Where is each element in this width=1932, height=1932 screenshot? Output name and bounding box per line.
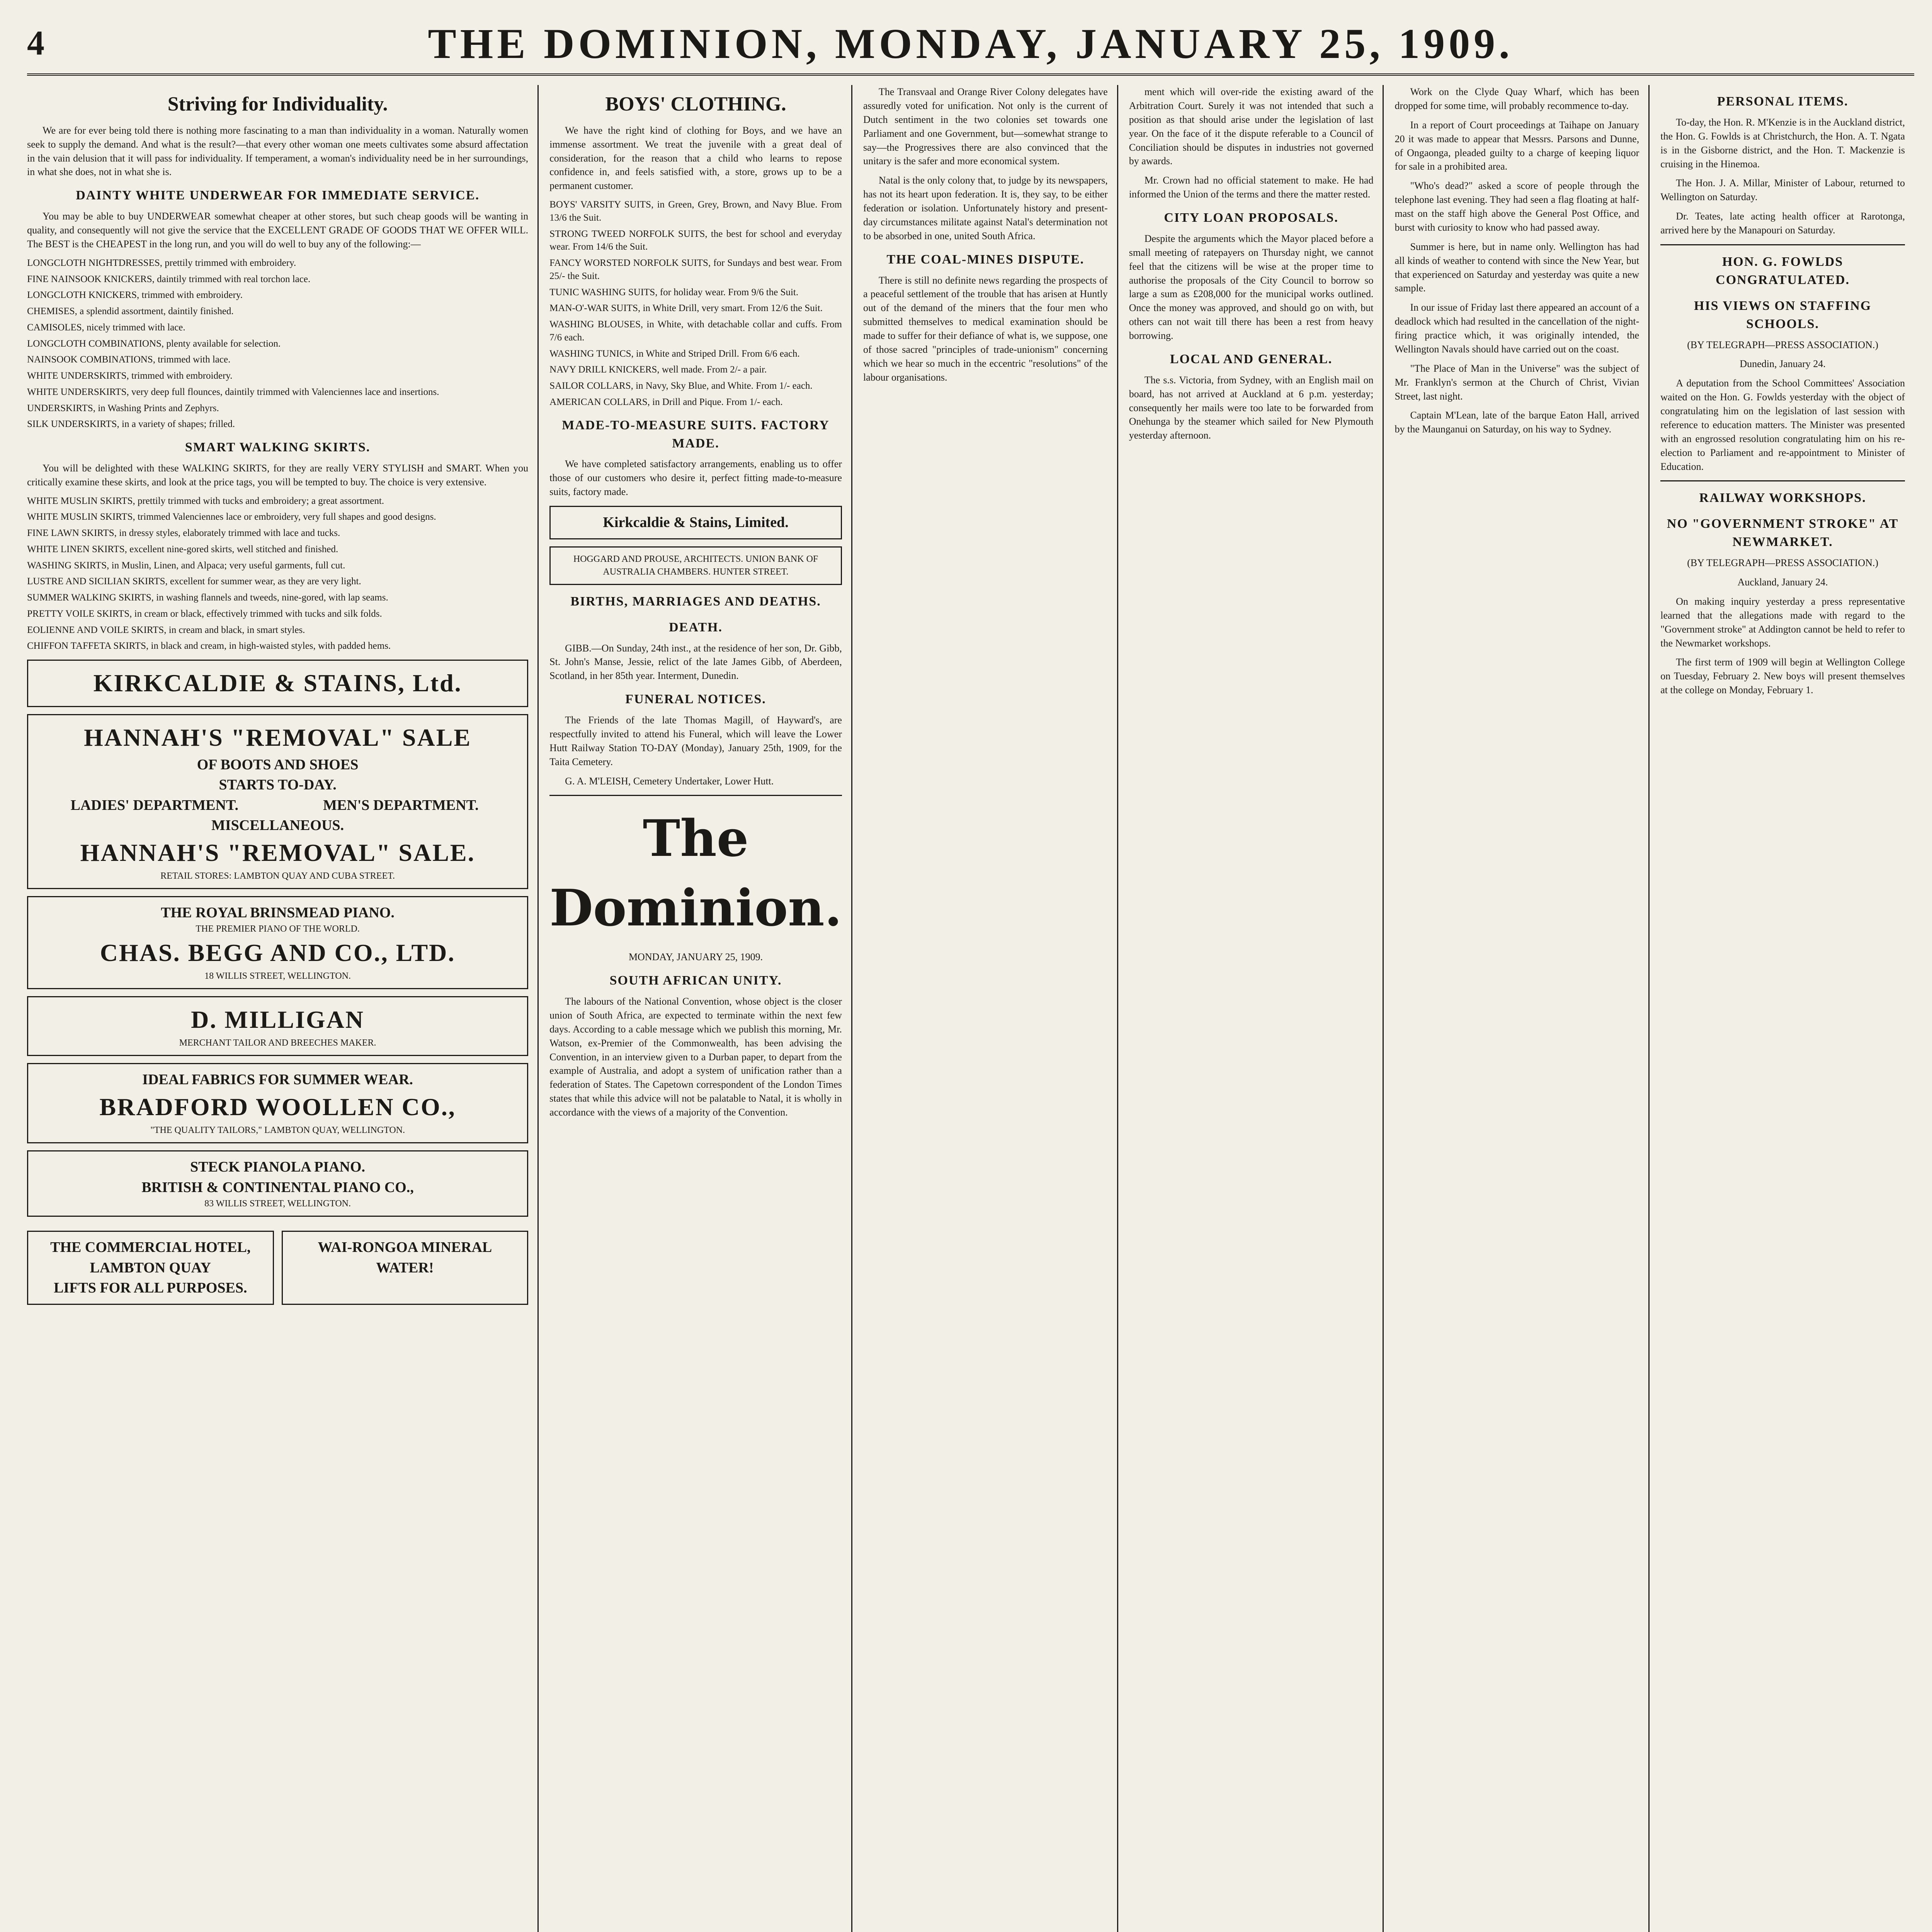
hannah-starts: STARTS TO-DAY. xyxy=(219,777,337,793)
hoggard-text: HOGGARD AND PROUSE, ARCHITECTS. UNION BANK OF AUSTRALIA CHAMBERS. HUNTER STREET. xyxy=(573,554,818,577)
news-item: Captain M'Lean, late of the barque Eaton Hall, arrived by the Maunganui on Saturday, on his way to Sydney. xyxy=(1395,410,1639,435)
list-item: MAN-O'-WAR SUITS, in White Drill, very smart. From 12/6 the Suit. xyxy=(549,303,823,314)
ladies-department: LADIES' DEPARTMENT. xyxy=(70,797,238,813)
list-item: CAMISOLES, nicely trimmed with lace. xyxy=(27,322,185,333)
personal-heading: PERSONAL ITEMS. xyxy=(1717,94,1849,109)
news-item: In a report of Court proceedings at Taihape on January 20 it was made to appear that Messrs. Parsons and Dunne, of Ongaonga, pleaded guilty to a charge of keeping liquor for sale in a prohibited area. xyxy=(1395,119,1639,172)
bradford-ad xyxy=(27,1063,528,1143)
piano-title: THE ROYAL BRINSMEAD PIANO. xyxy=(161,904,395,921)
news-item: Summer is here, but in name only. Wellington has had all kinds of weather to contend with since the New Year, but that experienced on Saturday and yesterday was quite a new sample. xyxy=(1395,241,1639,294)
fowlds-heading: HON. G. FOWLDS CONGRATULATED. xyxy=(1716,254,1850,287)
fowlds-text: A deputation from the School Committees' Association waited on the Hon. G. Fowlds yesterday with the object of congratulating him on the legislation of last session with reference to education matters. The Minister was presented with an engrossed resolution congratulating him on his re-election to Parliament and re-appointment to Minister of Education. xyxy=(1660,378,1905,472)
skirts-list xyxy=(27,495,528,653)
british-name: BRITISH & CONTINENTAL PIANO CO., xyxy=(141,1179,414,1196)
list-item: FINE LAWN SKIRTS, in dressy styles, elaborately trimmed with lace and tucks. xyxy=(27,528,340,539)
divider xyxy=(1660,480,1905,481)
list-item: SUMMER WALKING SKIRTS, in washing flannels and tweeds, nine-gored, with lap seams. xyxy=(27,592,388,603)
divider xyxy=(549,795,842,796)
list-item: TUNIC WASHING SUITS, for holiday wear. From 9/6 the Suit. xyxy=(549,287,799,298)
news-item: "The Place of Man in the Universe" was the subject of Mr. Franklyn's sermon at the Church of Christ, Vivian Street, last night. xyxy=(1395,362,1639,402)
list-item: SILK UNDERSKIRTS, in a variety of shapes; frilled. xyxy=(27,419,235,430)
hannah-departments xyxy=(35,795,520,815)
article-text: Mr. Crown had no official statement to make. He had informed the Union of the terms and there the matter rested. xyxy=(1129,175,1374,200)
births-heading: BIRTHS, MARRIAGES AND DEATHS. xyxy=(570,594,821,609)
leader-text: The labours of the National Convention, whose object is the closer union of South Africa, are expected to terminate within the next few days. According to a cable message which we publish this morning, Mr. Watson, ex-Premier of the Commonwealth, has been advising the Convention, in an interview given to a Durban paper, to depart from the example of Australia, and adopt a system of unification rather than a federation of States. The Capetown correspondent of the London Times states that while this advice will not be palatable to Natal, it is wholly in accordance with the views of a majority of the Convention. xyxy=(549,996,842,1118)
death-label: DEATH. xyxy=(669,620,723,634)
hotel-ad xyxy=(27,1231,274,1304)
masthead xyxy=(27,15,1914,76)
divider xyxy=(1660,244,1905,245)
wairongoa-name: WAI-RONGOA MINERAL WATER! xyxy=(318,1239,492,1276)
leader-date: MONDAY, JANUARY 25, 1909. xyxy=(628,951,763,963)
fowlds-byline: (BY TELEGRAPH—PRESS ASSOCIATION.) xyxy=(1687,339,1879,350)
kirkcaldie-small-name: Kirkcaldie & Stains, Limited. xyxy=(603,514,789,531)
begg-address: 18 WILLIS STREET, WELLINGTON. xyxy=(204,971,351,981)
paper-nameplate: The Dominion. xyxy=(549,809,842,937)
news-item: In our issue of Friday last there appeared an account of a deadlock which had resulted in the cancellation of the night-firing practice which, it was originally intended, the Wellington Navals should have carried out on the coast. xyxy=(1395,302,1639,355)
underwear-heading: DAINTY WHITE UNDERWEAR FOR IMMEDIATE SERVICE. xyxy=(76,188,480,203)
railway-dateline: Auckland, January 24. xyxy=(1737,577,1828,588)
coal-heading: THE COAL-MINES DISPUTE. xyxy=(886,252,1085,267)
individuality-intro: We are for ever being told there is nothing more fascinating to a man than individuality in a woman. Naturally women seek to supply the demand. And what is the result?—that every other woman one meets cultivates some absurd affectation in the vain delusion that it will pass for individuality. If temperament, a woman's individuality need be in her surroundings, in what she does, not in what she is. xyxy=(27,124,529,178)
list-item: WHITE UNDERSKIRTS, trimmed with embroidery. xyxy=(27,371,233,381)
steck-ad xyxy=(27,1150,528,1217)
wairongoa-ad xyxy=(282,1231,529,1304)
list-item: CHEMISES, a splendid assortment, daintily finished. xyxy=(27,306,234,317)
personal-text: Dr. Teates, late acting health officer at Rarotonga, arrived here by the Manapouri on Saturday. xyxy=(1660,211,1905,236)
boys-clothing-heading: BOYS' CLOTHING. xyxy=(605,93,786,115)
boys-clothing-list xyxy=(549,198,842,409)
list-item: UNDERSKIRTS, in Washing Prints and Zephyrs. xyxy=(27,403,219,413)
column-3 xyxy=(549,85,852,1932)
bottom-ads xyxy=(27,1224,528,1311)
individuality-heading: Striving for Individuality. xyxy=(167,93,388,115)
list-item: AMERICAN COLLARS, in Drill and Pique. From 1/- each. xyxy=(549,396,783,407)
list-item: WHITE UNDERSKIRTS, very deep full flounces, daintily trimmed with Valenciennes lace and insertions. xyxy=(27,386,439,397)
british-address: 83 WILLIS STREET, WELLINGTON. xyxy=(204,1199,351,1209)
article-text: The Transvaal and Orange River Colony delegates have assuredly voted for unification. Not only is the current of Dutch sentiment in the two colonies set towards one Parliament and one Government, but—somewhat strange to say—the Progressives there are also convinced that the unitary is the safer and more economical system. xyxy=(863,86,1108,167)
leader-heading: SOUTH AFRICAN UNITY. xyxy=(609,973,782,988)
coal-text: There is still no definite news regarding the prospects of a peaceful settlement of the trouble that has arisen at Huntly out of the demand of the miners that the four men who submitted themselves to medical examination should be made to suffer for their defiance of what is, we suppose, one of those sacred "principles of trade-unionism" concerning which we hear so much in the eccentric "resolutions" of the labour organisations. xyxy=(863,274,1108,383)
local-general-text: The s.s. Victoria, from Sydney, with an English mail on board, has not arrived at Auckland at 6 p.m. yesterday; consequently her mails were too late to be forwarded from Onehunga by the steamer which sailed for New Plymouth yesterday afternoon. xyxy=(1129,374,1374,441)
list-item: SAILOR COLLARS, in Navy, Sky Blue, and White. From 1/- each. xyxy=(549,381,813,391)
railway-heading: RAILWAY WORKSHOPS. xyxy=(1699,491,1866,505)
personal-text: To-day, the Hon. R. M'Kenzie is in the Auckland district, the Hon. G. Fowlds is at Christchurch, the Hon. A. T. Ngata is in the Gisborne district, and the Hon. T. Mackenzie is cruising in the Hinemoa. xyxy=(1660,116,1905,170)
city-loan-text: Despite the arguments which the Mayor placed before a small meeting of ratepayers on Thursday night, we cannot feel that the citizens will be wise at the proper time to authorise the proposals of the City Council to borrow so large a sum as £208,000 for the municipal works outlined. Once the money was approved, and should go on with, but others can not wait till there has been a rest from heavy borrowing. xyxy=(1129,233,1374,342)
list-item: FINE NAINSOOK KNICKERS, daintily trimmed with real torchon lace. xyxy=(27,274,311,284)
fowlds-subheading: HIS VIEWS ON STAFFING SCHOOLS. xyxy=(1694,298,1872,331)
list-item: NAINSOOK COMBINATIONS, trimmed with lace. xyxy=(27,354,231,365)
skirts-text: You will be delighted with these WALKING SKIRTS, for they are really VERY STYLISH and SMART. When you critically examine these skirts, and look at the price tags, you will be tempted to buy. The choice is very extensive. xyxy=(27,462,529,488)
column-5 xyxy=(1129,85,1384,1932)
list-item: WHITE MUSLIN SKIRTS, trimmed Valenciennes lace or embroidery, very full shapes and good designs. xyxy=(27,512,436,522)
column-4 xyxy=(863,85,1118,1932)
list-item: NAVY DRILL KNICKERS, well made. From 2/- a pair. xyxy=(549,364,767,375)
personal-text: The Hon. J. A. Millar, Minister of Labour, returned to Wellington on Saturday. xyxy=(1660,177,1905,203)
lifts: LIFTS FOR ALL PURPOSES. xyxy=(54,1280,247,1296)
railway-byline: (BY TELEGRAPH—PRESS ASSOCIATION.) xyxy=(1687,557,1879,569)
funeral-heading: FUNERAL NOTICES. xyxy=(625,692,766,707)
miscellaneous: MISCELLANEOUS. xyxy=(211,817,344,834)
hannah-title: HANNAH'S "REMOVAL" SALE xyxy=(84,723,472,751)
milligan-ad xyxy=(27,996,528,1056)
list-item: LONGCLOTH COMBINATIONS, plenty available for selection. xyxy=(27,338,281,349)
kirkcaldie-name: KIRKCALDIE & STAINS, Ltd. xyxy=(93,669,462,697)
list-item: LONGCLOTH NIGHTDRESSES, prettily trimmed with embroidery. xyxy=(27,257,296,268)
column-6 xyxy=(1395,85,1650,1932)
hoggard-ad xyxy=(549,546,842,585)
fowlds-dateline: Dunedin, January 24. xyxy=(1740,358,1826,370)
list-item: WASHING BLOUSES, in White, with detachable collar and cuffs. From 7/6 each. xyxy=(549,319,842,343)
ideal-fabrics: IDEAL FABRICS FOR SUMMER WEAR. xyxy=(142,1071,413,1088)
skirts-heading: SMART WALKING SKIRTS. xyxy=(185,440,371,455)
local-general-heading: LOCAL AND GENERAL. xyxy=(1170,352,1333,366)
bradford-sub: "THE QUALITY TAILORS," LAMBTON QUAY, WELLINGTON. xyxy=(150,1125,405,1136)
page-columns xyxy=(27,85,1914,1932)
left-columns xyxy=(27,85,539,1932)
list-item: STRONG TWEED NORFOLK SUITS, the best for school and everyday wear. From 14/6 the Suit. xyxy=(549,228,842,252)
hannah-subtitle: OF BOOTS AND SHOES xyxy=(197,756,359,773)
milligan-name: D. MILLIGAN xyxy=(191,1005,365,1033)
underwear-text: You may be able to buy UNDERWEAR somewhat cheaper at other stores, but such cheap goods will be wanting in quality, and consequently will not give the service that the EXCELLENT GRADE OF GOODS THAT WE OFFER WILL. The BEST is the CHEAPEST in the long run, and you will do well to buy any of the following:— xyxy=(27,211,529,250)
kirkcaldie-ad xyxy=(27,660,528,707)
article-text: Natal is the only colony that, to judge by its newspapers, has not its heart upon federation. It is, they say, to be either federation or isolation. Unfortunately history and present-day circumstances militate against Natal's determination not to be absorbed in one, united South Africa. xyxy=(863,175,1108,242)
newspaper-title: THE DOMINION, MONDAY, JANUARY 25, 1909. xyxy=(428,20,1514,67)
mens-department: MEN'S DEPARTMENT. xyxy=(323,797,479,813)
hannah-ad xyxy=(27,714,528,889)
news-item: "Who's dead?" asked a score of people through the telephone last evening. They had seen a flag floating at half-mast on the staff high above the General Post Office, and burst with curiosity to know who had passed away. xyxy=(1395,180,1639,233)
city-loan-heading: CITY LOAN PROPOSALS. xyxy=(1164,211,1338,225)
list-item: LUSTRE AND SICILIAN SKIRTS, excellent for summer wear, as they are very light. xyxy=(27,576,361,587)
kirkcaldie-small-ad xyxy=(549,506,842,539)
hotel-name: THE COMMERCIAL HOTEL, LAMBTON QUAY xyxy=(50,1239,251,1276)
begg-name: CHAS. BEGG AND CO., LTD. xyxy=(100,939,456,966)
list-item: WASHING SKIRTS, in Muslin, Linen, and Alpaca; very useful garments, full cut. xyxy=(27,560,345,571)
list-item: WASHING TUNICS, in White and Striped Drill. From 6/6 each. xyxy=(549,348,800,359)
railway-text: On making inquiry yesterday a press representative learned that the allegations made with regard to the "Government stroke" at Addington cannot be held to refer to the Newmarket workshops. xyxy=(1660,595,1905,649)
list-item: CHIFFON TAFFETA SKIRTS, in black and cream, in high-waisted styles, with padded hems. xyxy=(27,641,391,651)
list-item: WHITE LINEN SKIRTS, excellent nine-gored skirts, well stitched and finished. xyxy=(27,544,338,554)
funeral-text: The Friends of the late Thomas Magill, of Hayward's, are respectfully invited to attend his Funeral, which will leave the Lower Hutt Railway Station TO-DAY (Monday), January 25th, 1909, for the Taita Cemetery. xyxy=(549,714,842,767)
made-to-measure-heading: MADE-TO-MEASURE SUITS. FACTORY MADE. xyxy=(562,418,830,451)
underwear-list xyxy=(27,257,528,431)
list-item: BOYS' VARSITY SUITS, in Green, Grey, Brown, and Navy Blue. From 13/6 the Suit. xyxy=(549,199,842,223)
piano-sub: THE PREMIER PIANO OF THE WORLD. xyxy=(196,924,360,934)
bradford-name: BRADFORD WOOLLEN CO., xyxy=(99,1093,456,1121)
list-item: EOLIENNE AND VOILE SKIRTS, in cream and black, in smart styles. xyxy=(27,624,305,635)
list-item: LONGCLOTH KNICKERS, trimmed with embroidery. xyxy=(27,290,243,301)
article-text: ment which will over-ride the existing award of the Arbitration Court. Surely it was not intended that such a position as that should arise under the legislation of last year. On the face of it the dispute referable to a Council of Conciliation should be disputes in industries not governed by awards. xyxy=(1129,86,1374,167)
railway-text: The first term of 1909 will begin at Wellington College on Tuesday, February 2. New boys will present themselves at the college on Monday, February 1. xyxy=(1660,656,1905,696)
column-7 xyxy=(1660,85,1914,1932)
undertaker: G. A. M'LEISH, Cemetery Undertaker, Lower Hutt. xyxy=(565,775,774,787)
death-notice: GIBB.—On Sunday, 24th inst., at the residence of her son, Dr. Gibb, St. John's Manse, Jessie, relict of the late James Gibb, of Aberdeen, Scotland, in her 85th year. Interment, Dunedin. xyxy=(549,642,842,682)
hannah-footer: HANNAH'S "REMOVAL" SALE. xyxy=(80,838,475,866)
list-item: PRETTY VOILE SKIRTS, in cream or black, effectively trimmed with tucks and silk folds. xyxy=(27,608,382,619)
hannah-address: RETAIL STORES: LAMBTON QUAY AND CUBA STREET. xyxy=(160,871,395,881)
page-number: 4 xyxy=(27,24,44,62)
milligan-sub: MERCHANT TAILOR AND BREECHES MAKER. xyxy=(179,1038,376,1048)
news-item: Work on the Clyde Quay Wharf, which has been dropped for some time, will probably recommence to-day. xyxy=(1395,86,1639,111)
begg-ad xyxy=(27,896,528,989)
list-item: FANCY WORSTED NORFOLK SUITS, for Sundays and best wear. From 25/- the Suit. xyxy=(549,258,842,281)
steck-title: STECK PIANOLA PIANO. xyxy=(190,1159,366,1175)
boys-clothing-intro: We have the right kind of clothing for Boys, and we have an immense assortment. We treat the juvenile with a great deal of consideration, for the reason that a child who learns to repose confidence in, and feels satisfied with, a store, grows up to be a permanent customer. xyxy=(549,124,842,192)
made-to-measure-text: We have completed satisfactory arrangements, enabling us to offer those of our customers who desire it, perfect fitting made-to-measure suits, factory made. xyxy=(549,458,842,498)
list-item: WHITE MUSLIN SKIRTS, prettily trimmed with tucks and embroidery; a great assortment. xyxy=(27,495,384,506)
railway-subheading: NO "GOVERNMENT STROKE" AT NEWMARKET. xyxy=(1667,517,1899,549)
